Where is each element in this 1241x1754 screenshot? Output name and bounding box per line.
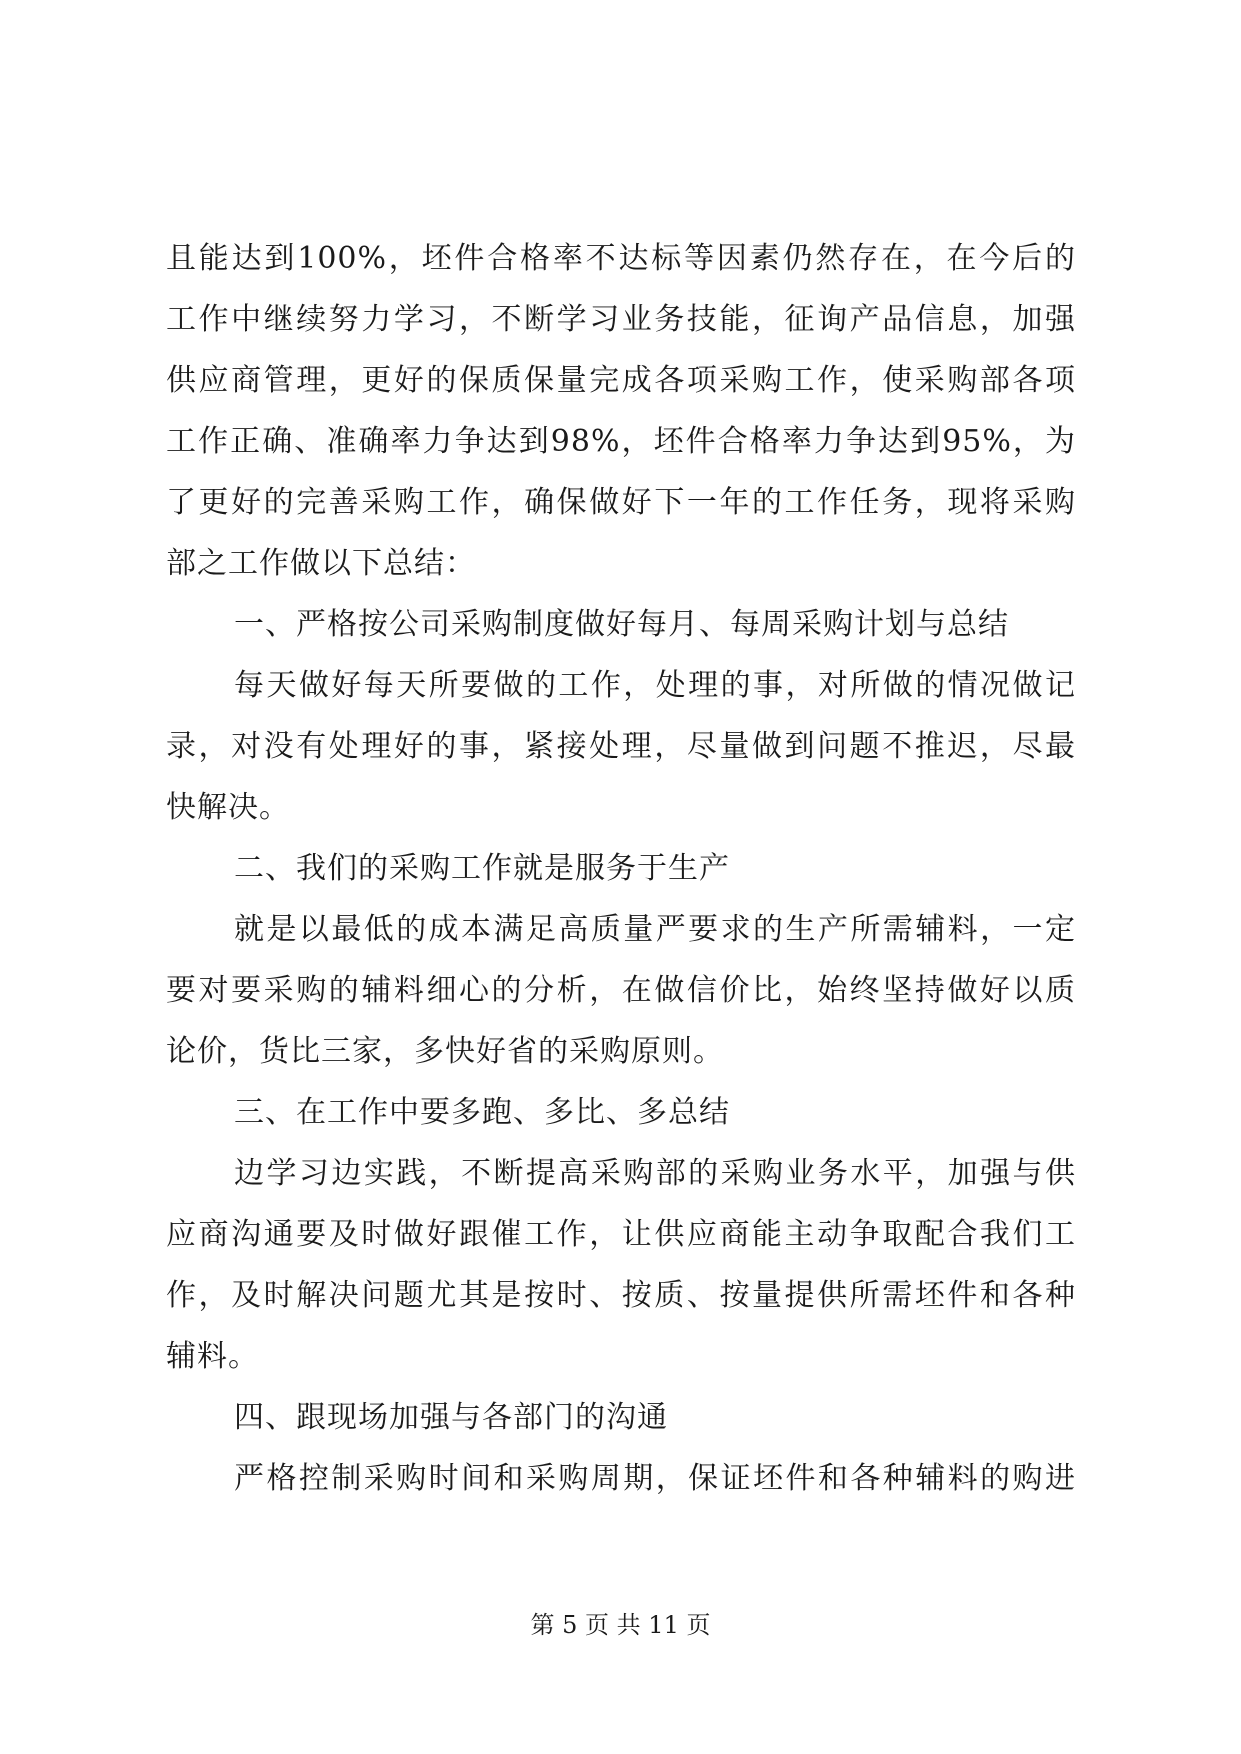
body-line: 录，对没有处理好的事，紧接处理，尽量做到问题不推迟，尽最 bbox=[166, 729, 1076, 764]
body-line: 了更好的完善采购工作，确保做好下一年的工作任务，现将采购 bbox=[166, 485, 1076, 520]
body-line: 快解决。 bbox=[166, 790, 290, 825]
section-heading-4: 四、跟现场加强与各部门的沟通 bbox=[234, 1400, 668, 1435]
section-heading-3: 三、在工作中要多跑、多比、多总结 bbox=[234, 1095, 730, 1130]
body-line: 应商沟通要及时做好跟催工作，让供应商能主动争取配合我们工 bbox=[166, 1217, 1076, 1252]
body-line: 且能达到100%，坯件合格率不达标等因素仍然存在，在今后的 bbox=[166, 241, 1076, 276]
body-line: 作，及时解决问题尤其是按时、按质、按量提供所需坯件和各种 bbox=[166, 1278, 1076, 1313]
section-heading-2: 二、我们的采购工作就是服务于生产 bbox=[234, 851, 730, 886]
body-line: 严格控制采购时间和采购周期，保证坯件和各种辅料的购进 bbox=[234, 1461, 1076, 1496]
body-line: 边学习边实践，不断提高采购部的采购业务水平，加强与供 bbox=[234, 1156, 1076, 1191]
body-line: 要对要采购的辅料细心的分析，在做信价比，始终坚持做好以质 bbox=[166, 973, 1076, 1008]
body-line: 辅料。 bbox=[166, 1339, 259, 1374]
body-line: 工作正确、准确率力争达到98%，坯件合格率力争达到95%，为 bbox=[166, 424, 1076, 459]
body-line: 部之工作做以下总结： bbox=[166, 546, 476, 581]
body-line: 工作中继续努力学习，不断学习业务技能，征询产品信息，加强 bbox=[166, 302, 1076, 337]
body-line: 就是以最低的成本满足高质量严要求的生产所需辅料，一定 bbox=[234, 912, 1076, 947]
page-number-footer: 第 5 页 共 11 页 bbox=[530, 1611, 711, 1639]
document-body bbox=[166, 228, 1076, 1509]
section-heading-1: 一、严格按公司采购制度做好每月、每周采购计划与总结 bbox=[234, 607, 1009, 642]
body-line: 论价，货比三家，多快好省的采购原则。 bbox=[166, 1034, 724, 1069]
body-line: 每天做好每天所要做的工作，处理的事，对所做的情况做记 bbox=[234, 668, 1076, 703]
body-line: 供应商管理，更好的保质保量完成各项采购工作，使采购部各项 bbox=[166, 363, 1076, 398]
